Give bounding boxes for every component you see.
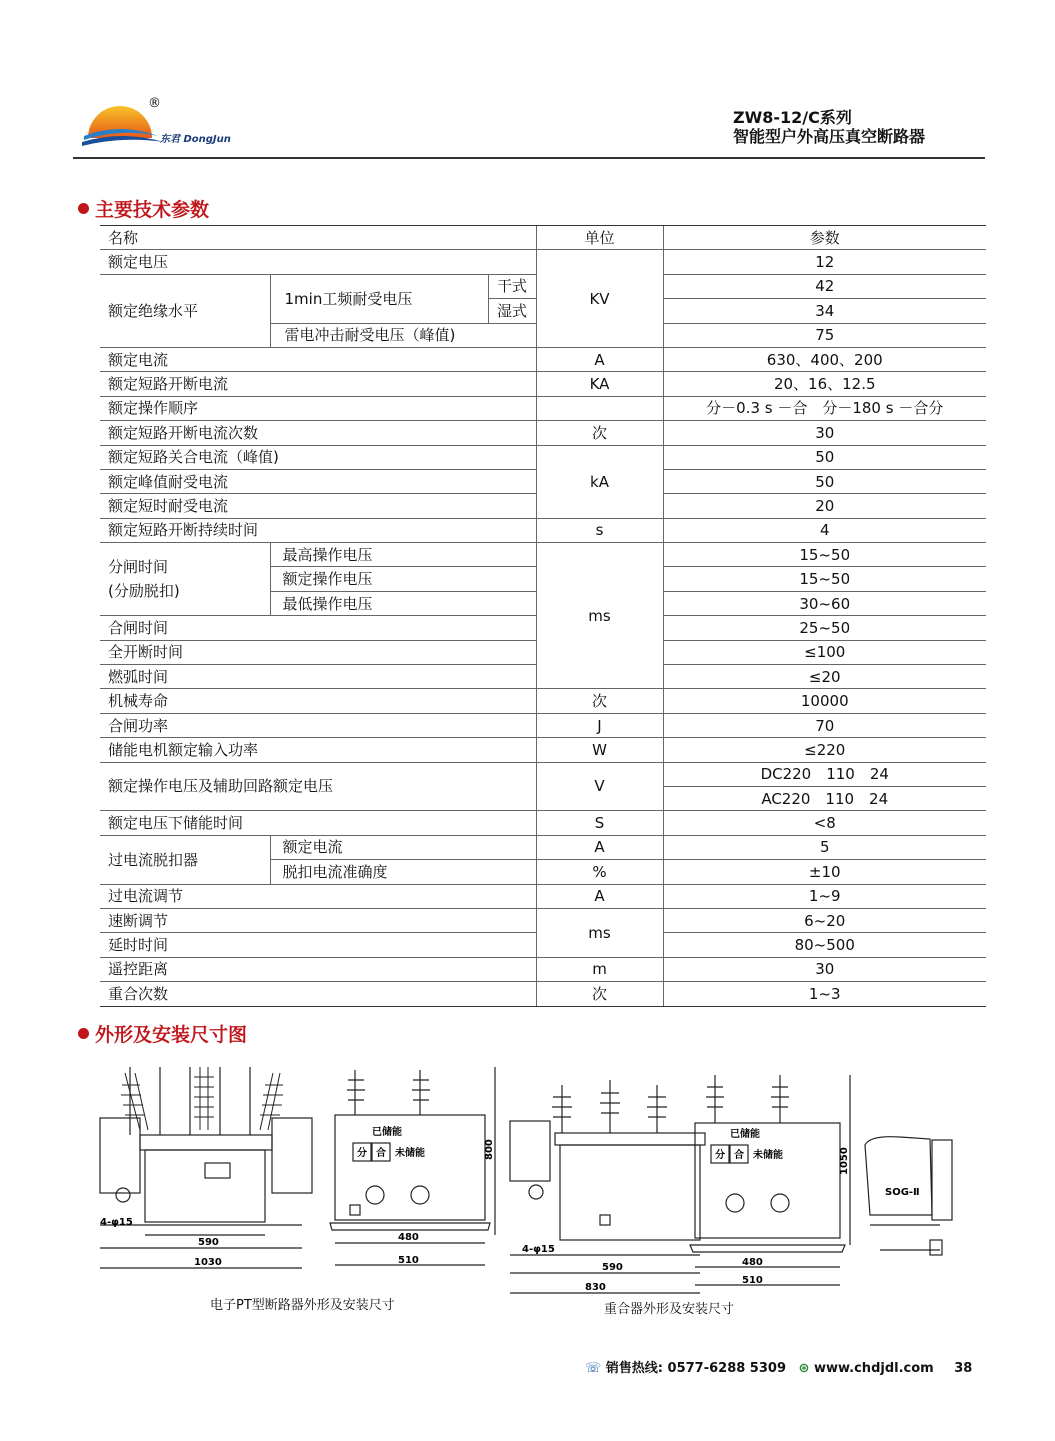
table-header-row [100,226,986,250]
row-value: 34 [663,299,986,323]
row-name [100,543,270,616]
row-name-line2: (分励脱扣) [108,582,180,601]
label-ready-1: 已储能 [372,1127,402,1138]
row-unit: ms [536,908,663,957]
dim-590-1: 590 [198,1237,219,1248]
row-name: 机械寿命 [100,689,536,713]
table-row [100,250,986,274]
row-value: 15~50 [663,543,986,567]
web-icon: ⊛ [798,1361,810,1376]
row-name: 额定操作顺序 [100,396,536,420]
row-value: 分－0.3 s －合 分－180 s －合分 [663,396,986,420]
row-unit: J [536,713,663,737]
dim-590-2: 590 [602,1262,623,1273]
row-name: 延时时间 [100,933,536,957]
section-title-params: 主要技术参数 [78,195,209,222]
registered-mark: ® [148,96,161,111]
dim-830: 830 [585,1282,606,1293]
row-name: 额定短路开断电流次数 [100,421,536,445]
header-unit: 单位 [536,226,663,250]
row-unit: 次 [536,689,663,713]
section-title-drawings: 外形及安装尺寸图 [78,1020,247,1047]
header-name: 名称 [100,226,536,250]
row-name-line1: 分闸时间 [108,558,169,577]
row-value: 20 [663,494,986,518]
footer-hotline: 销售热线: 0577-6288 5309 [605,1361,786,1376]
table-row [100,518,986,542]
row-name: 速断调节 [100,908,536,932]
dim-510-1: 510 [398,1255,419,1266]
table-row [100,372,986,396]
label-notready-2: 未储能 [753,1150,783,1161]
bullet-icon [78,203,89,214]
table-row [100,421,986,445]
table-row [100,543,986,567]
bullet-icon [78,1028,89,1039]
phone-icon: ☏ [585,1361,602,1376]
row-value: 6~20 [663,908,986,932]
row-name: 合闸时间 [100,616,536,640]
row-name: 额定峰值耐受电流 [100,469,536,493]
row-subname: 最高操作电压 [270,543,536,567]
row-value: ≤100 [663,640,986,664]
row-value: 30 [663,421,986,445]
row-value: 15~50 [663,567,986,591]
row-name: 额定电流 [100,347,536,371]
recloser-side-drawing [690,1075,850,1285]
table-row [100,689,986,713]
row-value: 1~9 [663,884,986,908]
dim-800: 800 [484,1139,495,1160]
label-open-1: 分 [357,1148,367,1159]
row-value: 30~60 [663,591,986,615]
row-value: 25~50 [663,616,986,640]
row-unit: 次 [536,982,663,1006]
page-number: 38 [954,1361,973,1376]
row-name: 额定绝缘水平 [100,274,270,347]
caption-pt-breaker: 电子PT型断路器外形及安装尺寸 [210,1298,395,1313]
row-name: 额定短时耐受电流 [100,494,536,518]
logo-text: 东君 DongJun [160,134,231,145]
footer-website[interactable]: www.chdjdl.com [813,1361,934,1376]
row-subname: 1min工频耐受电压 [270,274,488,323]
row-name: 额定电压 [100,250,536,274]
dim-1030: 1030 [194,1257,222,1268]
header-param: 参数 [663,226,986,250]
row-value: 12 [663,250,986,274]
row-value: ≤220 [663,738,986,762]
caption-recloser: 重合器外形及安装尺寸 [604,1302,735,1317]
series-title: ZW8-12/C系列 [733,108,852,127]
table-row [100,713,986,737]
row-subname: 最低操作电压 [270,591,536,615]
row-value: 42 [663,274,986,298]
row-unit: kA [536,445,663,518]
row-unit: A [536,347,663,371]
dim-480-2: 480 [742,1257,763,1268]
row-value: 20、16、12.5 [663,372,986,396]
row-name: 过电流调节 [100,884,536,908]
table-row [100,957,986,981]
row-name: 额定短路开断电流 [100,372,536,396]
row-name: 额定操作电压及辅助回路额定电压 [100,762,536,811]
row-value: <8 [663,811,986,835]
row-value: DC220 110 24 [663,762,986,786]
row-value: ≤20 [663,665,986,689]
dim-480-1: 480 [398,1232,419,1243]
row-unit: A [536,835,663,859]
row-name: 额定短路关合电流（峰值) [100,445,536,469]
row-unit: W [536,738,663,762]
label-ready-2: 已储能 [730,1129,760,1140]
row-subname: 雷电冲击耐受电压（峰值) [270,323,536,347]
row-unit: S [536,811,663,835]
table-row [100,445,986,469]
row-name: 过电流脱扣器 [100,835,270,884]
row-unit: 次 [536,421,663,445]
table-row [100,396,986,420]
row-name: 全开断时间 [100,640,536,664]
row-value: 630、400、200 [663,347,986,371]
row-value: 30 [663,957,986,981]
product-name: 智能型户外高压真空断路器 [733,127,926,146]
row-value: 10000 [663,689,986,713]
dim-1050: 1050 [839,1147,850,1175]
row-unit [536,396,663,420]
row-unit: A [536,884,663,908]
label-close-2: 合 [734,1150,744,1161]
row-unit: KV [536,250,663,348]
row-subname: 额定操作电压 [270,567,536,591]
row-unit: V [536,762,663,811]
row-wet-label: 湿式 [488,299,536,323]
dim-510-2: 510 [742,1275,763,1286]
header-divider [73,157,985,159]
table-row [100,835,986,859]
row-unit: s [536,518,663,542]
footer-bar [585,1357,972,1376]
row-value: 80~500 [663,933,986,957]
table-row [100,982,986,1006]
row-name: 储能电机额定输入功率 [100,738,536,762]
table-row [100,811,986,835]
row-subname: 额定电流 [270,835,536,859]
dimension-drawings [90,1055,990,1320]
label-notready-1: 未储能 [395,1148,425,1159]
params-table [100,225,986,1007]
table-row [100,908,986,932]
row-name: 额定电压下储能时间 [100,811,536,835]
row-value: 50 [663,469,986,493]
row-subname: 脱扣电流准确度 [270,860,536,884]
row-value: 5 [663,835,986,859]
row-value: 70 [663,713,986,737]
controller-label: SOG-Ⅱ [885,1187,920,1198]
row-value: 4 [663,518,986,542]
row-name: 额定短路开断持续时间 [100,518,536,542]
row-name: 重合次数 [100,982,536,1006]
product-title [733,108,945,146]
row-value: 50 [663,445,986,469]
row-value: AC220 110 24 [663,786,986,810]
dim-hole-2: 4-φ15 [522,1244,555,1255]
label-close-1: 合 [376,1148,386,1159]
row-unit: KA [536,372,663,396]
table-row [100,762,986,786]
dim-hole-1: 4-φ15 [100,1217,133,1228]
row-value: 1~3 [663,982,986,1006]
row-dry-label: 干式 [488,274,536,298]
row-name: 合闸功率 [100,713,536,737]
row-unit: ms [536,543,663,689]
row-unit: % [536,860,663,884]
row-name: 燃弧时间 [100,665,536,689]
label-open-2: 分 [715,1150,725,1161]
table-row [100,738,986,762]
table-row [100,884,986,908]
row-unit: m [536,957,663,981]
table-row [100,347,986,371]
row-value: ±10 [663,860,986,884]
row-value: 75 [663,323,986,347]
row-name: 遥控距离 [100,957,536,981]
